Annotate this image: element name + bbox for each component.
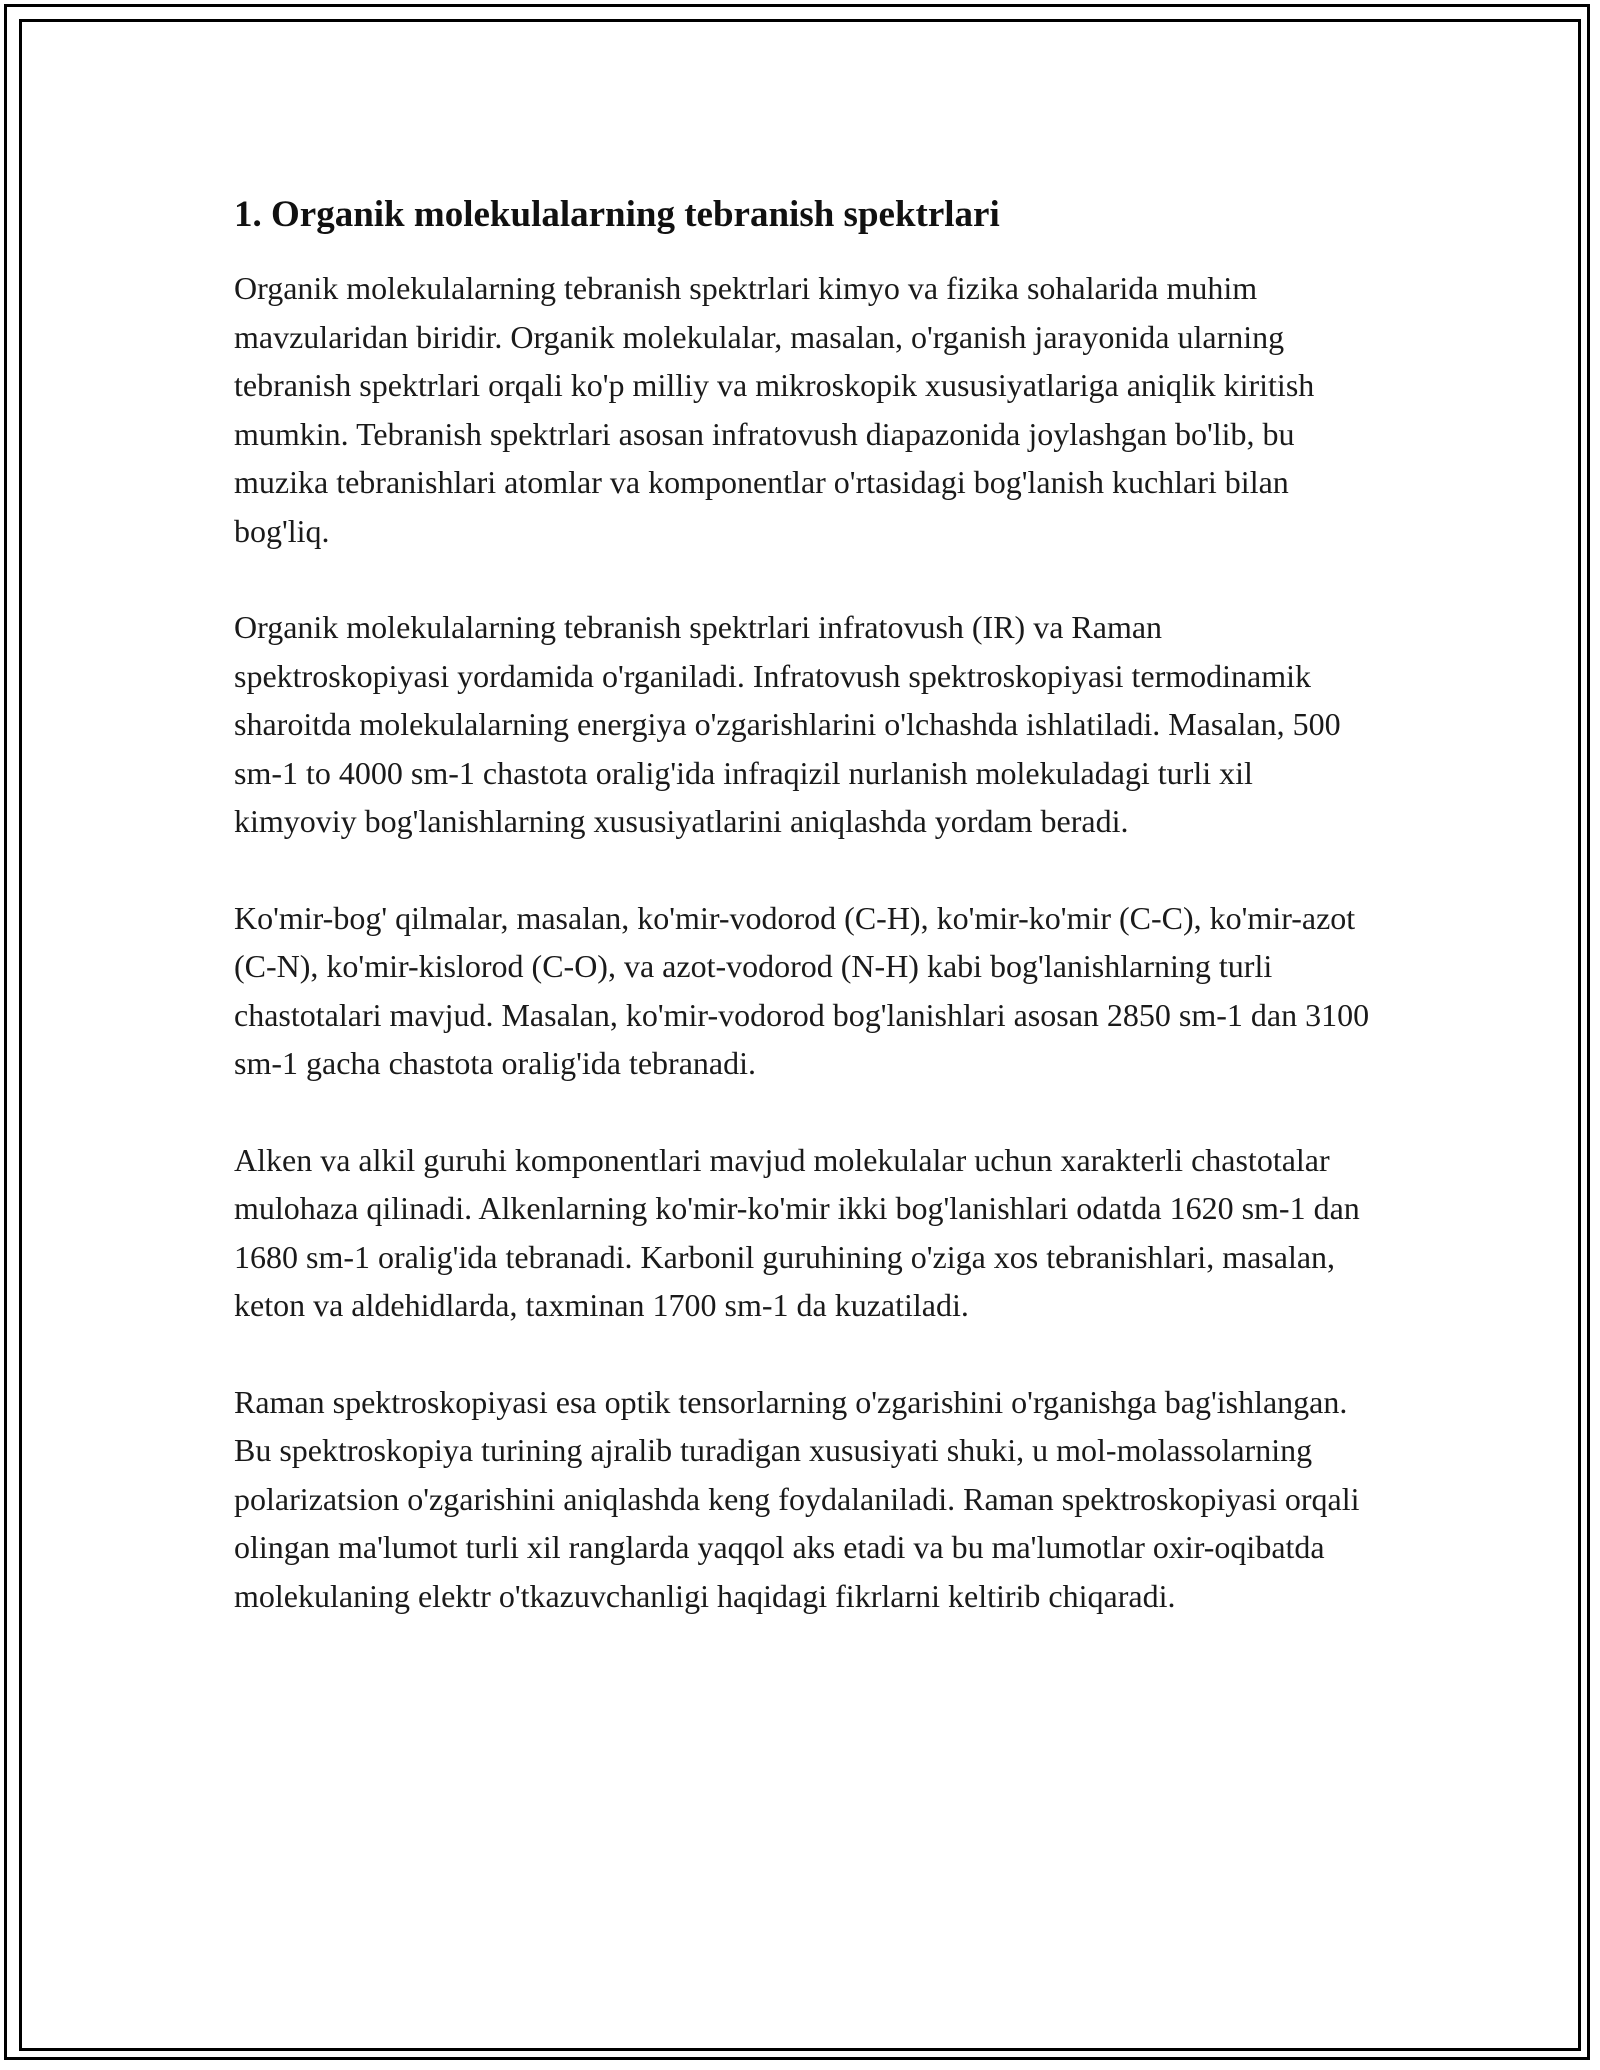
paragraph-1: Organik molekulalarning tebranish spektrlari kimyo va fizika sohalarida muhim mavzularidan biridir. Organik molekulalar, masalan, o'rganish jarayonida ularning tebranish spektrlari orqali ko'p milliy va mikroskopik xususiyatlariga aniqlik kiritish mumkin. Tebranish spektrlari asosan infratovush diapazonida joylashgan bo'lib, bu muzika tebranishlari atomlar va komponentlar o'rtasidagi bog'lanish kuchlari bilan bog'liq. — [234, 270, 1315, 549]
paragraph-5: Raman spektroskopiyasi esa optik tensorlarning o'zgarishini o'rganishga bag'ishlangan. Bu spektroskopiya turining ajralib turadigan xususiyati shuki, u mol-molassolarning polarizatsion o'zgarishini aniqlashda keng foydalaniladi. Raman spektroskopiyasi orqali olingan ma'lumot turli xil ranglarda yaqqol aks etadi va bu ma'lumotlar oxir-oqibatda molekulaning elektr o'tkazuvchanligi haqidagi fikrlarni keltirib chiqaradi. — [234, 1383, 1360, 1614]
paragraph-3: Ko'mir-bog' qilmalar, masalan, ko'mir-vodorod (C-H), ko'mir-ko'mir (C-C), ko'mir-azot (C-N), ko'mir-kislorod (C-O), va azot-vodorod (N-H) kabi bog'lanishlarning turli chastotalari mavjud. Masalan, ko'mir-vodorod bog'lanishlari asosan 2850 sm-1 dan 3100 sm-1 gacha chastota oralig'ida tebranadi. — [234, 899, 1370, 1081]
document-body — [234, 188, 1374, 1668]
section-title: 1. Organik molekulalarning tebranish spektrlari — [234, 194, 1000, 235]
paragraph-2: Organik molekulalarning tebranish spektrlari infratovush (IR) va Raman spektroskopiyasi yordamida o'rganiladi. Infratovush spektroskopiyasi termodinamik sharoitda molekulalarning energiya o'zgarishlarini o'lchashda ishlatiladi. Masalan, 500 sm-1 to 4000 sm-1 chastota oralig'ida infraqizil nurlanish molekuladagi turli xil kimyoviy bog'lanishlarning xususiyatlarini aniqlashda yordam beradi. — [234, 609, 1341, 839]
paragraph-4: Alken va alkil guruhi komponentlari mavjud molekulalar uchun xarakterli chastotalar mulohaza qilinadi. Alkenlarning ko'mir-ko'mir ikki bog'lanishlari odatda 1620 sm-1 dan 1680 sm-1 oralig'ida tebranadi. Karbonil guruhining o'ziga xos tebranishlari, masalan, keton va aldehidlarda, taxminan 1700 sm-1 da kuzatiladi. — [234, 1141, 1360, 1323]
